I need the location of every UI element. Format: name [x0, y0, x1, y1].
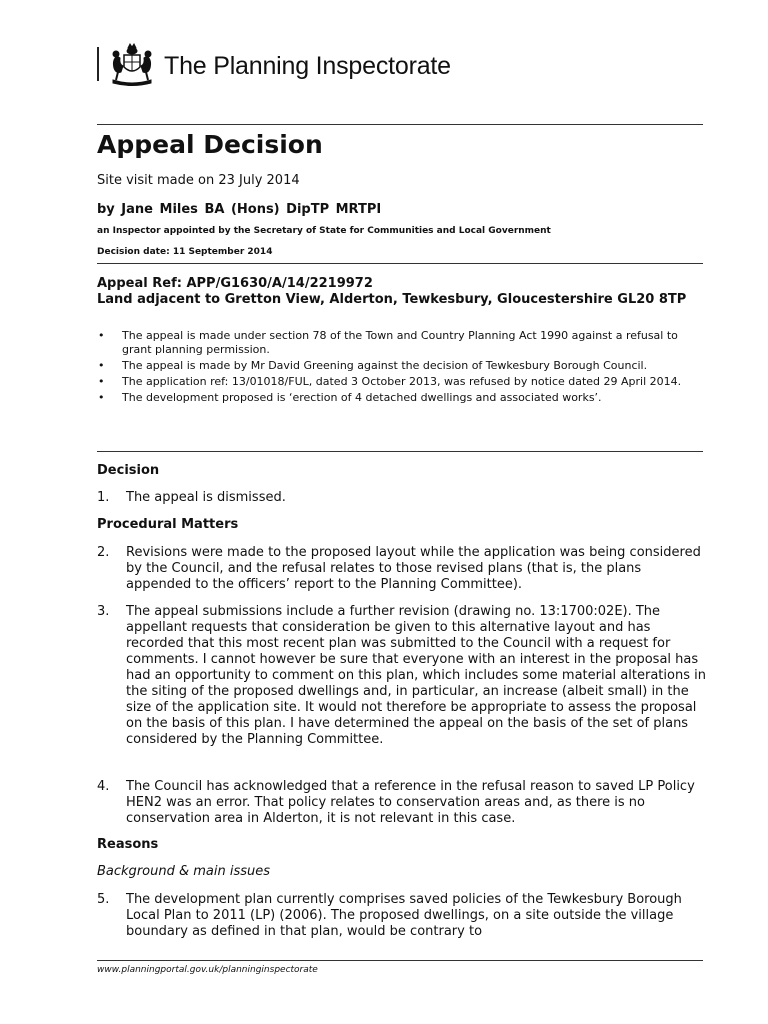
paragraph-number: 1. [97, 490, 110, 505]
appeal-reference-block [97, 276, 707, 308]
paragraph-number: 5. [97, 892, 110, 907]
page-title: Appeal Decision [97, 130, 323, 159]
appeal-land: Land adjacent to Gretton View, Alderton, Tewkesbury, Gloucestershire GL20 8TP [97, 292, 687, 307]
paragraph-3 [97, 604, 707, 748]
paragraph-number: 3. [97, 604, 110, 619]
appeal-ref: Appeal Ref: APP/G1630/A/14/2219972 [97, 276, 373, 291]
logo-divider [97, 47, 99, 81]
section-heading-reasons: Reasons [97, 837, 159, 852]
list-item: • The appeal is made under section 78 of the Town and Country Planning Act 1990 against a refusal to grant planning permission. [98, 329, 678, 356]
paragraph-1 [97, 490, 707, 506]
paragraph-text: The appeal submissions include a further revision (drawing no. 13:1700:02E). The appellant requests that consideration be given to this alternative layout and has recorded that this most recent plan was submitted to the Council with a request for comments. I cannot however be sure that everyone with an interest in the proposal has had an opportunity to comment on this plan, which includes some material alterations in the siting of the proposed dwellings and, in particular, an increase (albeit small) in the size of the application site. It would not therefore be appropriate to assess the proposal on the basis of this plan. I have determined the appeal on the basis of the set of plans considered by the Planning Committee. [126, 604, 706, 747]
organisation-name: The Planning Inspectorate [164, 52, 451, 80]
section-heading-decision: Decision [97, 463, 160, 478]
paragraph-text: The Council has acknowledged that a reference in the refusal reason to saved LP Policy HEN2 was an error. That policy relates to conservation areas and, as there is no conservation area in Alderton, it is not relevant in this case. [126, 779, 695, 826]
section-heading-procedural: Procedural Matters [97, 517, 239, 532]
divider [97, 263, 703, 264]
paragraph-5 [97, 892, 707, 940]
paragraph-4 [97, 779, 707, 827]
subheading-background: Background & main issues [97, 864, 271, 879]
paragraph-2 [97, 545, 707, 593]
paragraph-text: The development plan currently comprises saved policies of the Tewkesbury Borough Local Plan to 2011 (LP) (2006). The proposed dwellings, on a site outside the village boundary as defined in that plan, would be contrary to [126, 892, 682, 939]
inspector-appointment: an Inspector appointed by the Secretary of State for Communities and Local Government [97, 226, 551, 236]
paragraph-number: 2. [97, 545, 110, 560]
inspector-name: by Jane Miles BA (Hons) DipTP MRTPI [97, 202, 382, 217]
royal-coat-of-arms-icon [107, 42, 157, 86]
list-item: • The development proposed is ‘erection of 4 detached dwellings and associated works’. [98, 391, 602, 404]
paragraph-text: Revisions were made to the proposed layout while the application was being considered by the Council, and the refusal relates to those revised plans (that is, the plans appended to the officers’ report to the Planning Committee). [126, 545, 701, 592]
divider [97, 124, 703, 125]
appeal-details-list [97, 329, 703, 407]
list-item: • The application ref: 13/01018/FUL, dated 3 October 2013, was refused by notice dated 29 April 2014. [98, 375, 682, 388]
paragraph-number: 4. [97, 779, 110, 794]
footer-url: www.planningportal.gov.uk/planninginspectorate [97, 965, 318, 975]
decision-date: Decision date: 11 September 2014 [97, 247, 273, 257]
divider [97, 451, 703, 452]
site-visit-text: Site visit made on 23 July 2014 [97, 173, 300, 188]
paragraph-text: The appeal is dismissed. [126, 490, 286, 505]
list-item: • The appeal is made by Mr David Greening against the decision of Tewkesbury Borough Council. [98, 359, 648, 372]
footer-divider [97, 960, 703, 961]
